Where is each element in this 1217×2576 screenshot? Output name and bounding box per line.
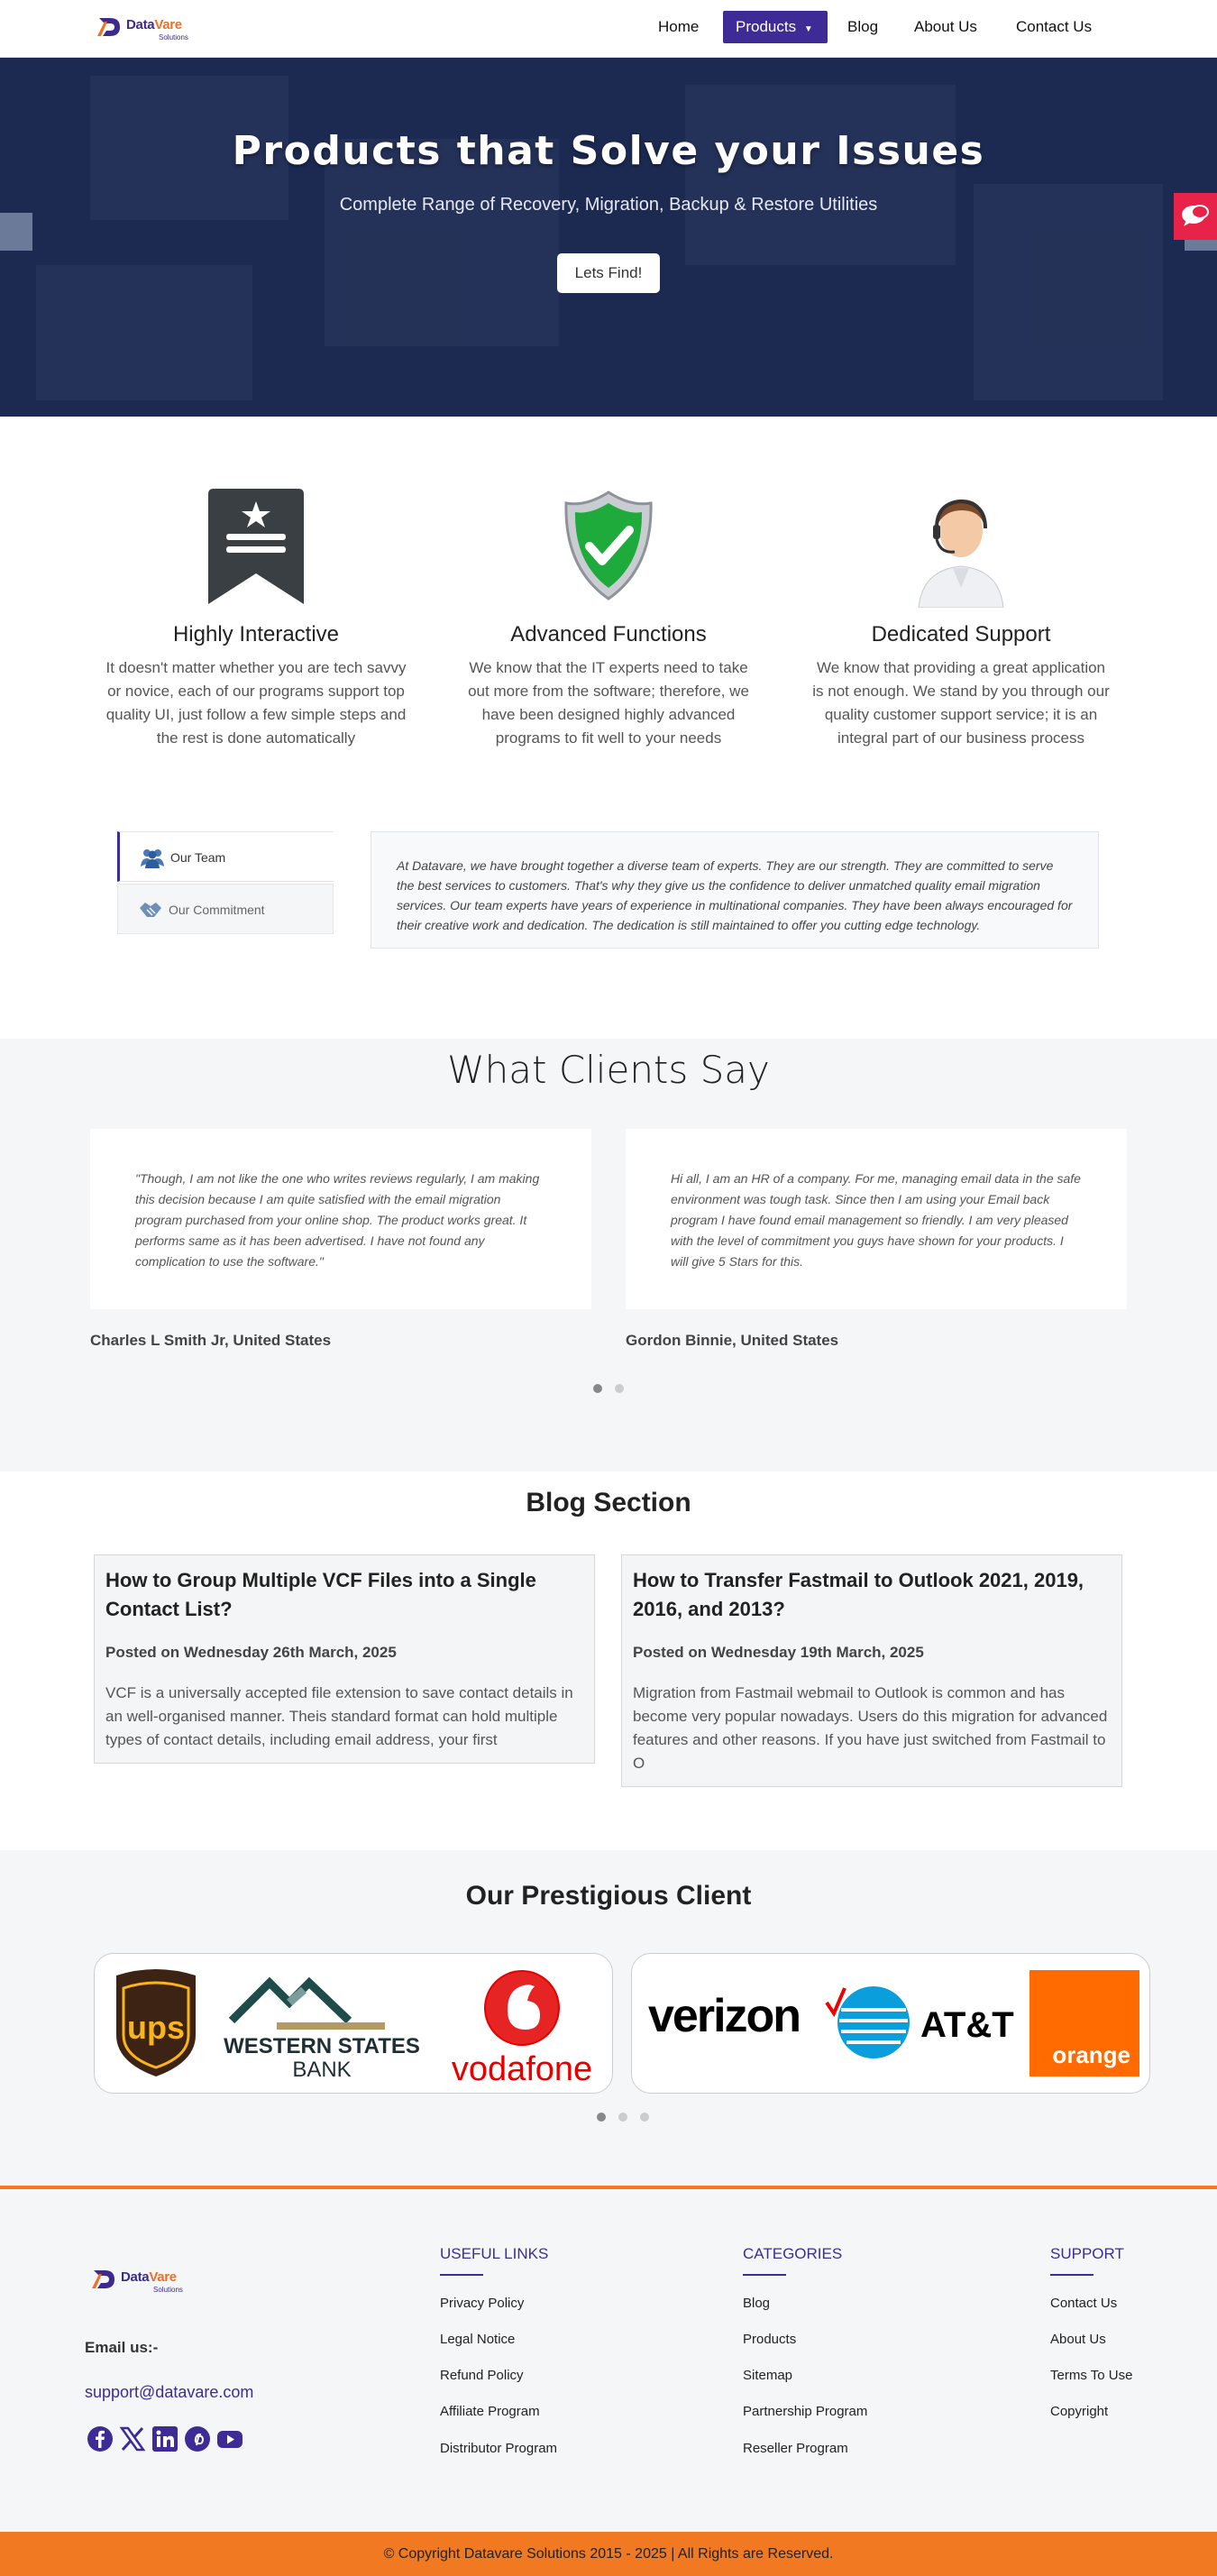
feature-desc: We know that providing a great application is not enough. We stand by you through our quality customer support service; it is an integral part of our business process <box>812 659 1110 747</box>
orange-logo <box>1029 1970 1139 2076</box>
datavare-logo[interactable] <box>96 13 213 45</box>
logo-name-part2: Vare <box>149 2269 177 2285</box>
hero-bg-tile <box>974 184 1163 400</box>
footer <box>0 2189 1217 2532</box>
feature-support <box>799 487 1123 750</box>
carousel-dot-active[interactable] <box>593 1384 602 1393</box>
shield-check-icon <box>550 487 667 608</box>
heading-underline <box>743 2274 786 2276</box>
feature-title: Dedicated Support <box>871 622 1051 646</box>
email-label: Email us:- <box>85 2339 159 2356</box>
youtube-icon[interactable] <box>216 2425 243 2452</box>
testimonials-section <box>0 1039 1217 1471</box>
section-title: Our Prestigious Client <box>465 1881 752 1911</box>
footer-link[interactable]: Sitemap <box>743 2368 793 2383</box>
footer-heading: CATEGORIES <box>743 2245 843 2262</box>
vodafone-logo <box>435 1965 607 2091</box>
wsb-bank-text: BANK <box>292 2058 352 2082</box>
footer-link[interactable]: Copyright <box>1050 2404 1109 2419</box>
hero-banner <box>0 58 1217 417</box>
att-logo <box>836 1983 1016 2064</box>
badge-star-icon <box>197 487 315 608</box>
carousel-dot-active[interactable] <box>597 2113 606 2122</box>
footer-heading: USEFUL LINKS <box>440 2245 549 2262</box>
hero-title: Products that Solve your Issues <box>232 128 985 174</box>
heading-underline <box>1050 2274 1093 2276</box>
logo-mark-icon <box>96 14 123 40</box>
att-text: AT&T <box>920 2005 1014 2045</box>
clients-section <box>0 1850 1217 2189</box>
blog-section <box>0 1471 1217 1850</box>
footer-link[interactable]: Privacy Policy <box>440 2296 525 2311</box>
blog-post-title[interactable]: How to Group Multiple VCF Files into a Single Contact List? <box>105 1569 536 1620</box>
logo-name-part1: Data <box>126 17 155 32</box>
nav-contact[interactable]: Contact Us <box>1016 18 1093 35</box>
section-title: Blog Section <box>526 1488 691 1517</box>
footer-link[interactable]: Reseller Program <box>743 2441 848 2456</box>
logo-mark-icon <box>90 2267 117 2292</box>
support-agent-icon <box>902 487 1020 608</box>
footer-link[interactable]: Products <box>743 2332 797 2347</box>
team-icon <box>140 847 165 868</box>
footer-link[interactable]: Affiliate Program <box>440 2404 540 2419</box>
nav-blog[interactable]: Blog <box>847 18 879 35</box>
carousel-prev-button[interactable] <box>0 213 32 251</box>
footer-heading: SUPPORT <box>1050 2245 1124 2262</box>
handshake-icon <box>138 899 163 921</box>
nav-products-dropdown[interactable] <box>723 11 828 43</box>
heading-underline <box>440 2274 483 2276</box>
footer-link[interactable]: Refund Policy <box>440 2368 524 2383</box>
support-email-link[interactable]: support@datavare.com <box>85 2383 254 2401</box>
ups-text: ups <box>126 2009 186 2046</box>
feature-title: Highly Interactive <box>172 622 340 646</box>
blog-post-card[interactable] <box>621 1554 1122 1787</box>
blog-post-date: Posted on Wednesday 26th March, 2025 <box>105 1644 397 1661</box>
blog-post-card[interactable] <box>94 1554 595 1764</box>
feature-title: Advanced Functions <box>510 622 707 646</box>
feature-desc: It doesn't matter whether you are tech savvy or novice, each of our programs support top quality UI, just follow a few simple steps and the rest is done automatically <box>105 659 407 747</box>
caret-down-icon: ▼ <box>803 24 813 34</box>
copyright-bar: © Copyright Datavare Solutions 2015 - 2025 | All Rights are Reserved. <box>0 2532 1217 2576</box>
footer-link[interactable]: Partnership Program <box>743 2404 868 2419</box>
footer-link[interactable]: Contact Us <box>1050 2296 1118 2311</box>
footer-link[interactable]: Blog <box>743 2296 771 2311</box>
tab-content-text: At Datavare, we have brought together a diverse team of experts. They are our strength. They are committed to serve the best services to customers. That's why they give us the confidence to deliver unmatched quality email migration services. Our team experts have years of experience in multinational companies. They have been always encouraged for their creative work and dedication. The dedication is still maintained to offer you cutting edge technology. <box>371 831 1099 949</box>
footer-link[interactable]: Terms To Use <box>1050 2368 1133 2383</box>
linkedin-icon[interactable] <box>151 2425 178 2452</box>
blog-post-date: Posted on Wednesday 19th March, 2025 <box>633 1644 924 1661</box>
top-navbar <box>0 0 1217 58</box>
blog-post-title[interactable]: How to Transfer Fastmail to Outlook 2021, 2019, 2016, and 2013? <box>633 1569 1084 1620</box>
chat-bubble-icon <box>1174 193 1217 240</box>
wsb-text: WESTERN STATES <box>224 2034 420 2058</box>
hero-subtitle: Complete Range of Recovery, Migration, Backup & Restore Utilities <box>339 195 878 215</box>
chat-button[interactable] <box>1174 193 1217 240</box>
feature-interactive <box>94 487 418 750</box>
about-tabs <box>117 831 334 967</box>
pinterest-icon[interactable] <box>184 2425 211 2452</box>
logo-name-part2: Vare <box>154 17 182 32</box>
hero-bg-tile <box>685 85 956 265</box>
orange-text: orange <box>1052 2041 1130 2068</box>
verizon-logo <box>648 1981 846 2053</box>
footer-link[interactable]: About Us <box>1050 2332 1106 2347</box>
hero-bg-tile <box>36 265 252 400</box>
feature-advanced <box>446 487 771 750</box>
tab-our-team[interactable] <box>117 831 334 882</box>
tab-our-commitment[interactable] <box>117 884 334 934</box>
footer-logo[interactable] <box>90 2265 207 2297</box>
x-icon[interactable] <box>119 2425 146 2452</box>
client-logos-slide <box>631 1953 1150 2094</box>
testimonial-quote: "Though, I am not like the one who writes reviews regularly, I am making this decision because I am quite satisfied with the email migration program purchased from your online shop. The product works great. It performs same as it has been advertised. I have not found any complication to use the software." <box>90 1129 591 1309</box>
carousel-dot[interactable] <box>615 1384 624 1393</box>
footer-link[interactable]: Legal Notice <box>440 2332 516 2347</box>
ups-logo <box>111 1968 201 2080</box>
carousel-dot[interactable] <box>618 2113 627 2122</box>
client-logos-slide <box>94 1953 613 2094</box>
section-title: What Clients Say <box>447 1048 770 1092</box>
testimonial-author: Charles L Smith Jr, United States <box>90 1332 332 1349</box>
blog-post-excerpt: Migration from Fastmail webmail to Outlook is common and has become very popular nowadays. Users do this migration for advanced features and other reasons. If you have just switched from Fastmail to O <box>633 1684 1108 1772</box>
logo-name-part1: Data <box>121 2269 150 2285</box>
tab-label: Our Team <box>170 850 226 865</box>
lets-find-button[interactable]: Lets Find! <box>557 253 660 293</box>
feature-desc: We know that the IT experts need to take out more from the software; therefore, we have been designed highly advanced programs to fit well to your needs <box>468 659 749 747</box>
nav-about[interactable]: About Us <box>914 18 977 35</box>
nav-products-label: Products <box>736 18 797 35</box>
tab-label: Our Commitment <box>169 903 265 917</box>
testimonial-author: Gordon Binnie, United States <box>626 1332 839 1349</box>
logo-sub: Solutions <box>159 33 188 41</box>
nav-home[interactable]: Home <box>658 18 700 35</box>
blog-post-excerpt: VCF is a universally accepted file extension to save contact details in an well-organised manner. Theis standard format can hold multiple types of contact details, including email address, your first <box>105 1684 573 1748</box>
facebook-icon[interactable] <box>87 2425 114 2452</box>
vodafone-text: vodafone <box>451 2050 593 2088</box>
western-states-bank-logo <box>223 1970 421 2084</box>
carousel-dot[interactable] <box>640 2113 649 2122</box>
footer-link[interactable]: Distributor Program <box>440 2441 558 2456</box>
logo-sub: Solutions <box>153 2286 183 2294</box>
verizon-text: verizon <box>648 1990 801 2042</box>
testimonial-quote: Hi all, I am an HR of a company. For me, managing email data in the safe environment was tough task. Since then I am using your Email back program I have found email management so friendly. I am very pleased with the level of commitment you guys have shown for your products. I will give 5 Stars for this. <box>626 1129 1127 1309</box>
